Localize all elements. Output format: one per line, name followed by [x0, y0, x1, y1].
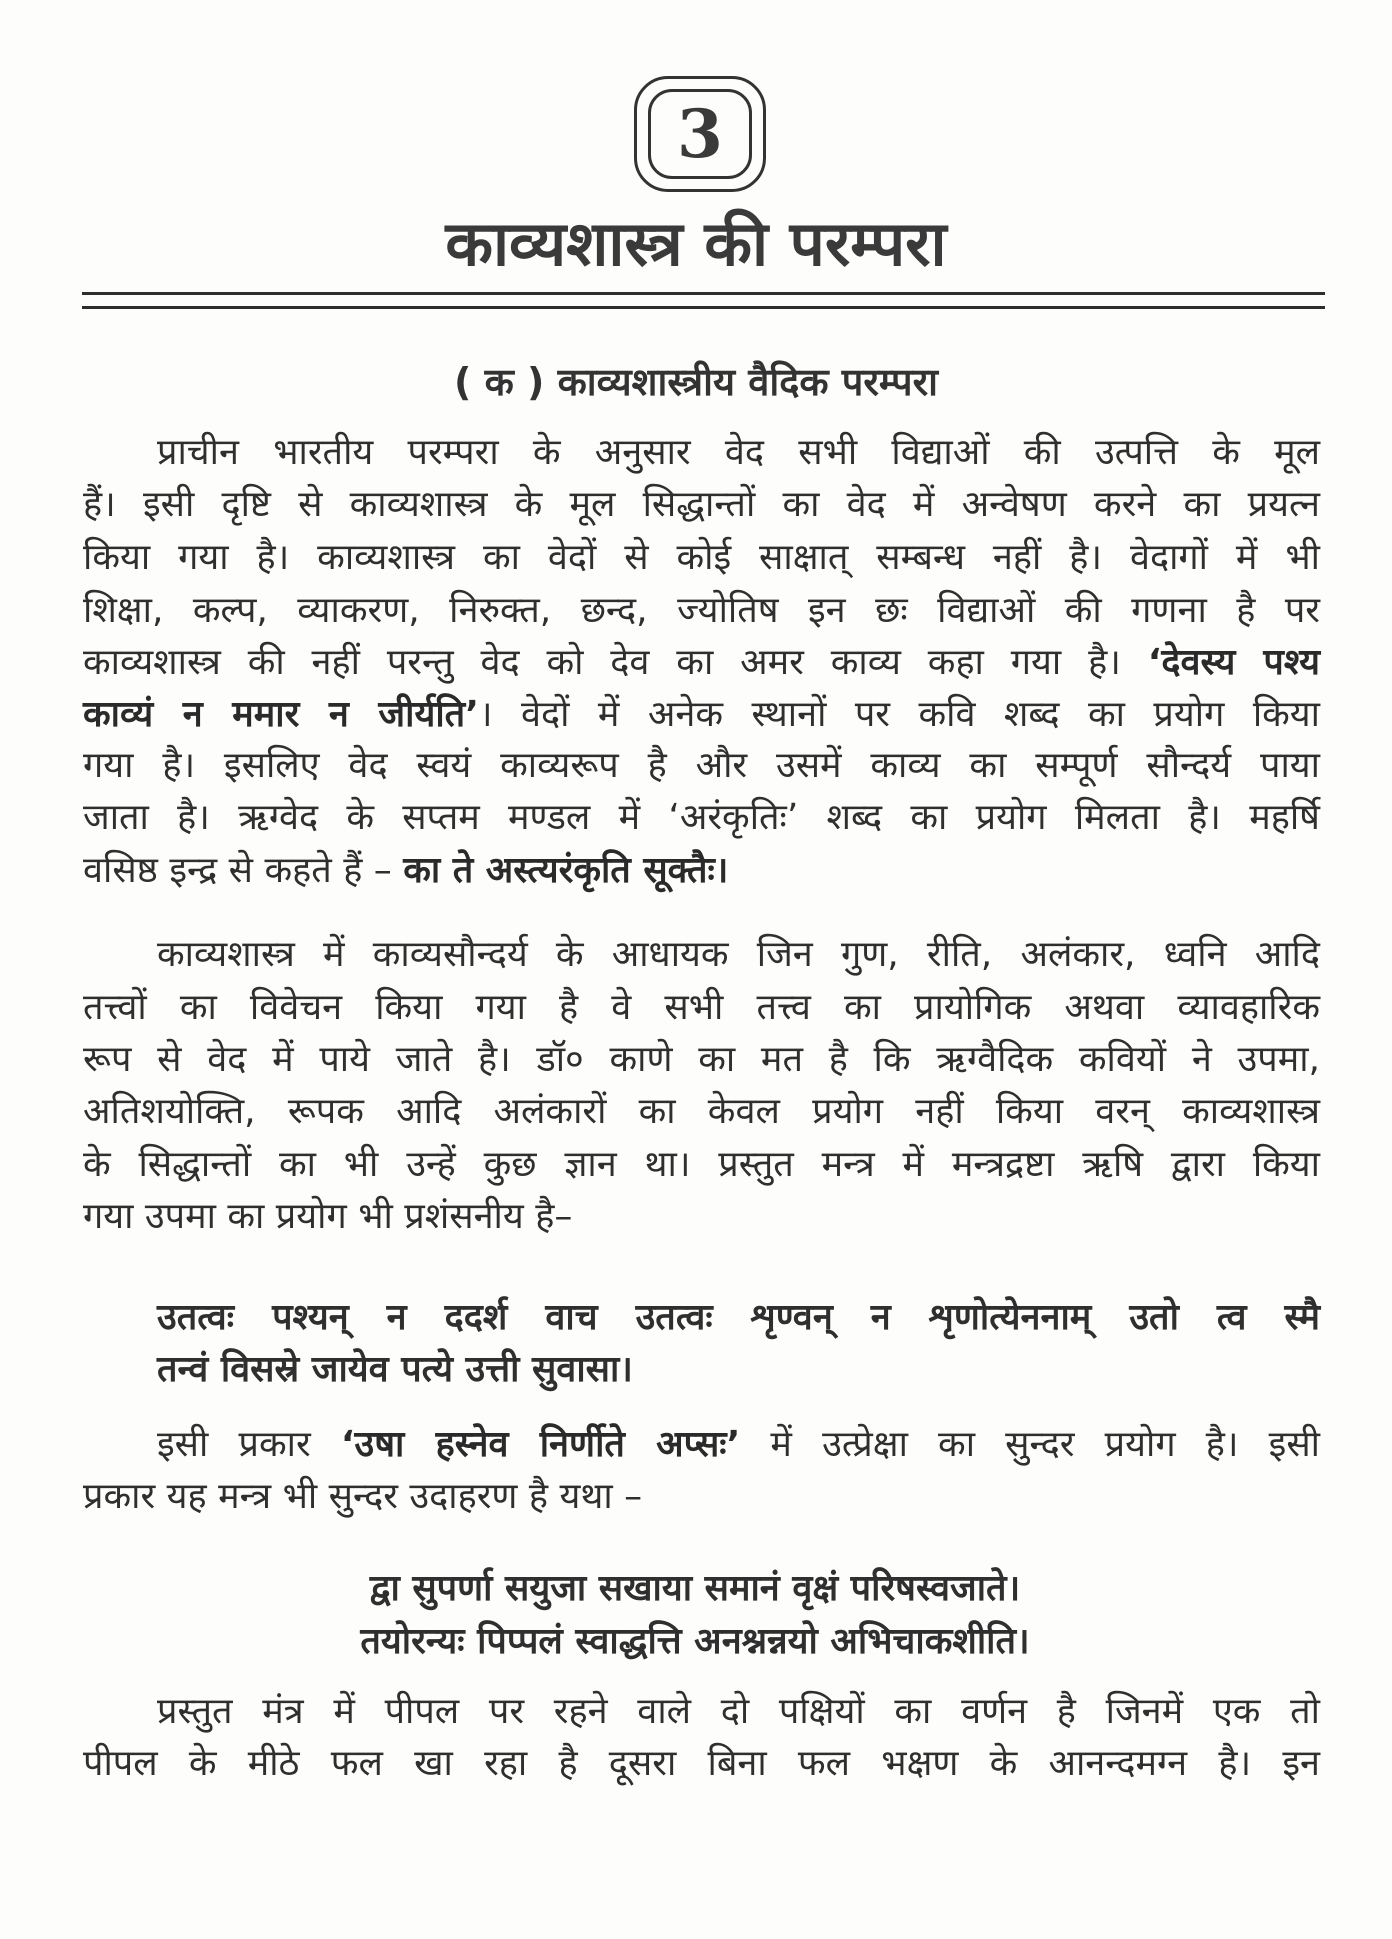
- text-span: वसिष्ठ इन्द्र से कहते हैं –: [83, 850, 404, 891]
- verse-1-line: तन्वं विसस्रे जायेव पत्ये उत्ती सुवासा।: [157, 1349, 633, 1390]
- paragraph-1-line: गया है। इसलिए वेद स्वयं काव्यरूप है और उसमें काव्य का सम्पूर्ण सौन्दर्य पाया: [83, 745, 1320, 786]
- paragraph-1-line: [83, 845, 1320, 897]
- text-span: । वेदों में अनेक स्थानों पर कवि शब्द का प्रयोग किया: [478, 694, 1321, 735]
- title-rule-top: [82, 292, 1325, 295]
- text-span: काव्यशास्त्र की नहीं परन्तु वेद को देव का अमर काव्य कहा गया है।: [83, 642, 1148, 683]
- paragraph-2-line: तत्त्वों का विवेचन किया गया है वे सभी तत्त्व का प्रायोगिक अथवा व्यावहारिक: [83, 987, 1320, 1028]
- quoted-mantra-bold: का ते अस्त्यरंकृति सूक्तैः।: [403, 850, 729, 891]
- chapter-number-badge: [634, 76, 766, 192]
- paragraph-2-line: रूप से वेद में पाये जाते है। डॉ० काणे का मत है कि ऋग्वैदिक कवियों ने उपमा,: [83, 1039, 1320, 1080]
- paragraph-4-line: पीपल के मीठे फल खा रहा है दूसरा बिना फल भक्षण के आनन्दमग्न है। इन: [83, 1743, 1320, 1784]
- paragraph-2-line: काव्यशास्त्र में काव्यसौन्दर्य के आधायक जिन गुण, रीति, अलंकार, ध्वनि आदि: [157, 934, 1320, 975]
- verse-1-line: उतत्वः पश्यन् न ददर्श वाच उतत्वः शृण्वन् न शृणोत्येननाम् उतो त्व स्मै: [157, 1297, 1320, 1338]
- paragraph-1-line: [83, 637, 1320, 689]
- text-span: इसी प्रकार: [157, 1424, 341, 1465]
- title-rule-bottom: [82, 306, 1325, 309]
- paragraph-1-line: [83, 689, 1320, 741]
- paragraph-3-line: [157, 1419, 1320, 1471]
- paragraph-2-line: के सिद्धान्तों का भी उन्हें कुछ ज्ञान था। प्रस्तुत मन्त्र में मन्त्रद्रष्टा ऋषि द्वारा किया: [83, 1144, 1320, 1185]
- quoted-mantra-bold: ‘उषा हस्नेव निर्णीते अप्सः’: [340, 1424, 741, 1465]
- paragraph-2-line: गया उपमा का प्रयोग भी प्रशंसनीय है–: [83, 1196, 573, 1237]
- text-span: में उत्प्रेक्षा का सुन्दर प्रयोग है। इसी: [740, 1424, 1321, 1465]
- paragraph-4-line: प्रस्तुत मंत्र में पीपल पर रहने वाले दो पक्षियों का वर्णन है जिनमें एक तो: [157, 1691, 1320, 1732]
- section-heading: ( क ) काव्यशास्त्रीय वैदिक परम्परा: [454, 360, 938, 404]
- quoted-mantra-bold: ‘देवस्य पश्य: [1147, 642, 1320, 683]
- paragraph-1-line: जाता है। ऋग्वेद के सप्तम मण्डल में ‘अरंकृतिः’ शब्द का प्रयोग मिलता है। महर्षि: [83, 797, 1320, 838]
- paragraph-1-line: किया गया है। काव्यशास्त्र का वेदों से कोई साक्षात् सम्बन्ध नहीं है। वेदागों में भी: [83, 537, 1320, 578]
- paragraph-1-line: शिक्षा, कल्प, व्याकरण, निरुक्त, छन्द, ज्योतिष इन छः विद्याओं की गणना है पर: [83, 590, 1320, 631]
- paragraph-3-line: प्रकार यह मन्त्र भी सुन्दर उदाहरण है यथा –: [83, 1476, 643, 1517]
- chapter-number: 3: [677, 95, 723, 173]
- chapter-number-badge-inner: [648, 89, 752, 179]
- chapter-title: काव्यशास्त्र की परम्परा: [445, 207, 947, 280]
- paragraph-1-line: प्राचीन भारतीय परम्परा के अनुसार वेद सभी विद्याओं की उत्पत्ति के मूल: [157, 432, 1320, 473]
- verse-2-line: द्वा सुपर्णा सयुजा सखाया समानं वृक्षं परिषस्वजाते।: [369, 1568, 1021, 1609]
- paragraph-2-line: अतिशयोक्ति, रूपक आदि अलंकारों का केवल प्रयोग नहीं किया वरन् काव्यशास्त्र: [83, 1091, 1320, 1132]
- quoted-mantra-bold: काव्यं न ममार न जीर्यति’: [83, 694, 479, 735]
- paragraph-1-line: हैं। इसी दृष्टि से काव्यशास्त्र के मूल सिद्धान्तों का वेद में अन्वेषण करने का प्रयत्न: [83, 484, 1320, 525]
- verse-2-line: तयोरन्यः पिप्पलं स्वाद्धत्ति अनश्नन्नयो अभिचाकशीति।: [360, 1621, 1030, 1662]
